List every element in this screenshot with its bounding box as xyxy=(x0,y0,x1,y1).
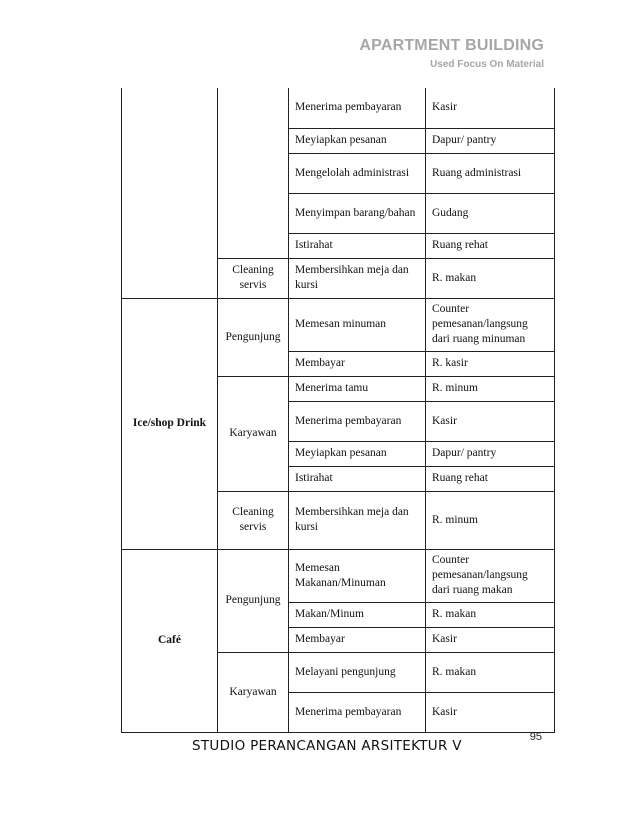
room-cell: Counter pemesanan/langsung dari ruang makan xyxy=(426,549,555,602)
activity-cell: Meyiapkan pesanan xyxy=(289,128,426,153)
activity-cell: Meyiapkan pesanan xyxy=(289,441,426,466)
table-row xyxy=(122,88,555,128)
header-title: APARTMENT BUILDING xyxy=(359,37,544,54)
activity-cell: Membayar xyxy=(289,627,426,652)
room-cell: Ruang rehat xyxy=(426,233,555,258)
page-number: 95 xyxy=(529,731,542,743)
room-cell: Dapur/ pantry xyxy=(426,128,555,153)
user-cell: Karyawan xyxy=(218,652,289,732)
user-cell xyxy=(218,88,289,258)
room-cell: Ruang administrasi xyxy=(426,153,555,193)
activity-cell: Menerima pembayaran xyxy=(289,88,426,128)
user-cell: Karyawan xyxy=(218,376,289,491)
header-subtitle: Used Focus On Material xyxy=(430,59,544,70)
room-cell: R. makan xyxy=(426,652,555,692)
user-cell: Pengunjung xyxy=(218,298,289,376)
room-cell: R. minum xyxy=(426,376,555,401)
user-cell: Cleaning servis xyxy=(218,491,289,549)
activity-cell: Menerima pembayaran xyxy=(289,401,426,441)
room-cell: Kasir xyxy=(426,692,555,732)
room-cell: R. kasir xyxy=(426,351,555,376)
room-cell: R. makan xyxy=(426,602,555,627)
activity-cell: Memesan minuman xyxy=(289,298,426,351)
room-cell: Gudang xyxy=(426,193,555,233)
activity-cell: Membersihkan meja dan kursi xyxy=(289,491,426,549)
activity-table xyxy=(121,88,555,733)
area-cell xyxy=(122,88,218,298)
activity-cell: Membersihkan meja dan kursi xyxy=(289,258,426,298)
activity-cell: Istirahat xyxy=(289,233,426,258)
table-row xyxy=(122,549,555,602)
activity-cell: Menerima pembayaran xyxy=(289,692,426,732)
table-row xyxy=(122,298,555,351)
activity-cell: Makan/Minum xyxy=(289,602,426,627)
room-cell: Dapur/ pantry xyxy=(426,441,555,466)
activity-cell: Membayar xyxy=(289,351,426,376)
area-cell-ice-shop-drink: Ice/shop Drink xyxy=(122,298,218,549)
activity-cell: Istirahat xyxy=(289,466,426,491)
area-cell-cafe: Café xyxy=(122,549,218,732)
room-cell: Kasir xyxy=(426,401,555,441)
room-cell: Kasir xyxy=(426,88,555,128)
user-cell: Pengunjung xyxy=(218,549,289,652)
activity-cell: Melayani pengunjung xyxy=(289,652,426,692)
room-cell: Kasir xyxy=(426,627,555,652)
activity-cell: Memesan Makanan/Minuman xyxy=(289,549,426,602)
user-cell: Cleaning servis xyxy=(218,258,289,298)
room-cell: R. makan xyxy=(426,258,555,298)
room-cell: Ruang rehat xyxy=(426,466,555,491)
room-cell: R. minum xyxy=(426,491,555,549)
room-cell: Counter pemesanan/langsung dari ruang minuman xyxy=(426,298,555,351)
activity-cell: Menerima tamu xyxy=(289,376,426,401)
footer-title: STUDIO PERANCANGAN ARSITEKTUR V xyxy=(192,738,462,754)
activity-cell: Mengelolah administrasi xyxy=(289,153,426,193)
activity-cell: Menyimpan barang/bahan xyxy=(289,193,426,233)
